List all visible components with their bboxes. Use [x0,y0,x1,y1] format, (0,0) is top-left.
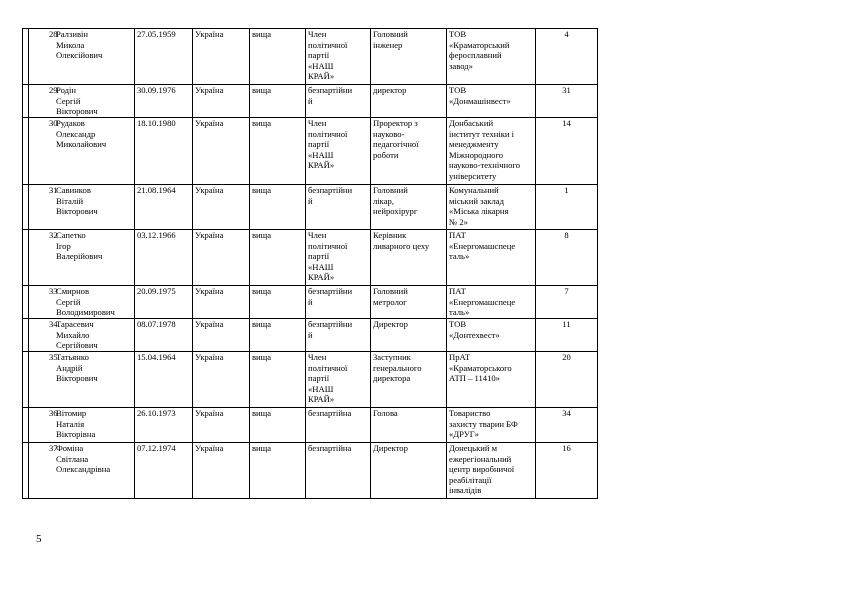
cell-position [371,85,447,118]
row-index: 28 [49,29,58,39]
cell-line: КРАЙ» [308,272,335,283]
cell-position [371,230,447,286]
cell-position [371,118,447,185]
cell-line: Член [308,118,327,128]
table-row [23,29,598,85]
cell-line: завод» [449,60,473,71]
cell-line: Директор [373,319,408,329]
cell-count: 8 [536,230,598,286]
cell-line: Член [308,29,327,39]
cell-position [371,286,447,319]
cell-workplace [447,185,536,230]
cell-line: «Енергомашспеце [449,240,516,251]
cell-line: політичної [308,39,348,50]
row-index: 34 [49,319,58,329]
table-row [23,185,598,230]
cell-line: політичної [308,362,348,373]
cell-line: інвалідів [449,485,482,496]
cell-birth-date: 08.07.1978 [135,319,193,352]
cell-line: безпартійни [308,286,353,296]
cell-party [306,286,371,319]
row-index: 30 [49,118,58,128]
cell-position [371,319,447,352]
cell-line: Проректор з [373,118,418,128]
cell-line: партії [308,139,330,150]
cell-workplace [447,443,536,499]
cell-line: Товариство [449,408,491,418]
cell-education: вища [250,286,306,319]
cell-line: ежерегіональний [449,453,512,464]
cell-line: Олександр [56,128,96,139]
cell-line: інженер [373,39,403,50]
cell-party [306,408,371,443]
cell-line: ПрАТ [449,352,471,362]
cell-workplace [447,29,536,85]
cell-line: й [308,329,313,340]
cell-birth-date: 15.04.1964 [135,352,193,408]
cell-party [306,118,371,185]
cell-line: ПАТ [449,286,466,296]
cell-line: «Краматорського [449,362,512,373]
cell-line: Головний [373,29,408,39]
cell-birth-date: 26.10.1973 [135,408,193,443]
cell-line: Світлана [56,453,89,464]
cell-line: генерального [373,362,422,373]
cell-line: й [308,296,313,307]
cell-line: «Донтехвест» [449,329,500,340]
cell-citizenship: Україна [193,408,250,443]
cell-line: Смирнов [56,286,90,296]
cell-count: 20 [536,352,598,408]
table-row [23,85,598,118]
cell-birth-date: 18.10.1980 [135,118,193,185]
cell-position [371,408,447,443]
table-row [23,443,598,499]
cell-line: феросплавний [449,50,502,61]
cell-line: метролог [373,296,407,307]
cell-line: Михайло [56,329,90,340]
cell-line: Вікторівна [56,429,96,440]
cell-education: вища [250,408,306,443]
cell-line: політичної [308,128,348,139]
cell-line: Міжнородного [449,149,504,160]
cell-line: Сергій [56,296,81,307]
cell-birth-date: 03.12.1966 [135,230,193,286]
cell-line: безпартійна [308,408,352,418]
cell-line: політичної [308,240,348,251]
cell-party [306,185,371,230]
cell-name [29,352,135,408]
cell-line: КРАЙ» [308,394,335,405]
cell-citizenship: Україна [193,185,250,230]
cell-line: інститут техніки і [449,128,515,139]
page-number: 5 [36,533,42,545]
cell-line: Донецький м [449,443,498,453]
cell-line: «Донмашінвест» [449,95,511,106]
cell-line: Сапетко [56,230,86,240]
cell-birth-date: 27.05.1959 [135,29,193,85]
cell-party [306,85,371,118]
cell-line: Тарасевич [56,319,94,329]
cell-workplace [447,230,536,286]
cell-line: «НАШ [308,149,334,160]
cell-line: науково- [373,128,405,139]
cell-line: Донбаський [449,118,494,128]
cell-line: таль» [449,307,470,318]
cell-line: Олександрівна [56,464,111,475]
cell-position [371,443,447,499]
cell-birth-date: 30.09.1976 [135,85,193,118]
cell-line: партії [308,50,330,61]
cell-line: ливарного цеху [373,240,430,251]
cell-line: Сергійович [56,340,98,351]
cell-citizenship: Україна [193,319,250,352]
cell-education: вища [250,352,306,408]
cell-line: Валерійович [56,251,103,262]
cell-line: АТП – 11410» [449,373,500,384]
cell-line: центр виробничої [449,464,515,475]
cell-education: вища [250,85,306,118]
cell-line: Вікторович [56,106,98,117]
cell-line: міський заклад [449,195,504,206]
table-body [23,29,598,499]
cell-line: Вікторович [56,206,98,217]
cell-line: роботи [373,149,399,160]
cell-line: «Міська лікарня [449,206,509,217]
cell-line: «Енергомашспеце [449,296,516,307]
cell-name [29,29,135,85]
cell-line: Олексійович [56,50,103,61]
cell-line: «Краматорський [449,39,510,50]
cell-line: таль» [449,251,470,262]
row-index: 35 [49,352,58,362]
cell-line: захисту тварин БФ [449,418,518,429]
cell-education: вища [250,230,306,286]
cell-line: Віталій [56,195,84,206]
cell-name [29,85,135,118]
table-row [23,118,598,185]
cell-party [306,443,371,499]
cell-line: Рудаков [56,118,85,128]
cell-line: Савинков [56,185,91,195]
row-index: 32 [49,230,58,240]
cell-count: 16 [536,443,598,499]
cell-line: Миколайович [56,139,107,150]
cell-line: «НАШ [308,60,334,71]
cell-line: директор [373,85,407,95]
cell-line: «НАШ [308,383,334,394]
cell-line: Ігор [56,240,71,251]
cell-line: безпартійна [308,443,352,453]
cell-line: безпартійни [308,319,353,329]
cell-line: Микола [56,39,85,50]
table-row [23,319,598,352]
cell-name [29,118,135,185]
cell-count: 1 [536,185,598,230]
cell-line: КРАЙ» [308,71,335,82]
cell-line: ТОВ [449,85,467,95]
cell-position [371,185,447,230]
cell-line: й [308,95,313,106]
cell-birth-date: 07.12.1974 [135,443,193,499]
cell-line: лікар, [373,195,394,206]
cell-line: Керівник [373,230,407,240]
cell-party [306,319,371,352]
cell-name [29,408,135,443]
cell-line: Заступник [373,352,411,362]
cell-line: Голова [373,408,398,418]
cell-position [371,29,447,85]
cell-citizenship: Україна [193,286,250,319]
cell-line: Член [308,352,327,362]
cell-name [29,319,135,352]
cell-workplace [447,118,536,185]
cell-line: безпартійни [308,85,353,95]
cell-education: вища [250,443,306,499]
cell-name [29,230,135,286]
cell-line: Вікторович [56,373,98,384]
row-index: 31 [49,185,58,195]
cell-line: Андрій [56,362,83,373]
cell-workplace [447,286,536,319]
cell-position [371,352,447,408]
row-index: 37 [49,443,58,453]
cell-count: 14 [536,118,598,185]
cell-line: університету [449,170,497,181]
row-index: 36 [49,408,58,418]
cell-name [29,286,135,319]
cell-line: Фоміна [56,443,84,453]
cell-line: педагогічної [373,139,419,150]
cell-line: Татьянко [56,352,89,362]
cell-count: 7 [536,286,598,319]
table-row [23,408,598,443]
cell-education: вища [250,118,306,185]
cell-citizenship: Україна [193,29,250,85]
cell-citizenship: Україна [193,230,250,286]
cell-workplace [447,352,536,408]
cell-line: «ДРУГ» [449,429,479,440]
cell-line: ТОВ [449,29,467,39]
cell-workplace [447,319,536,352]
cell-line: директора [373,373,411,384]
cell-line: безпартійни [308,185,353,195]
cell-education: вища [250,29,306,85]
cell-name [29,185,135,230]
cell-party [306,352,371,408]
cell-line: Член [308,230,327,240]
cell-line: Сергій [56,95,81,106]
cell-line: Володимирович [56,307,115,318]
cell-line: Родін [56,85,76,95]
cell-line: Головний [373,286,408,296]
cell-line: науково-технічного [449,160,521,171]
cell-line: нейрохірург [373,206,418,217]
cell-citizenship: Україна [193,443,250,499]
cell-line: КРАЙ» [308,160,335,171]
cell-line: й [308,195,313,206]
table-row [23,230,598,286]
cell-line: партії [308,373,330,384]
cell-name [29,443,135,499]
cell-birth-date: 21.08.1964 [135,185,193,230]
cell-line: № 2» [449,216,468,227]
cell-education: вища [250,185,306,230]
cell-line: Комунальний [449,185,499,195]
candidates-table [22,28,598,499]
cell-count: 31 [536,85,598,118]
cell-count: 34 [536,408,598,443]
table-row [23,286,598,319]
cell-line: реабілітації [449,474,492,485]
cell-count: 11 [536,319,598,352]
cell-line: ТОВ [449,319,467,329]
cell-citizenship: Україна [193,85,250,118]
cell-line: «НАШ [308,261,334,272]
cell-line: Вітомир [56,408,87,418]
cell-workplace [447,408,536,443]
cell-line: Наталія [56,418,85,429]
cell-party [306,29,371,85]
cell-citizenship: Україна [193,352,250,408]
cell-line: менеджменту [449,139,499,150]
cell-count: 4 [536,29,598,85]
cell-citizenship: Україна [193,118,250,185]
cell-party [306,230,371,286]
cell-line: Ралзивін [56,29,88,39]
cell-line: Головний [373,185,408,195]
cell-line: Директор [373,443,408,453]
row-index: 33 [49,286,58,296]
row-index: 29 [49,85,58,95]
cell-birth-date: 20.09.1975 [135,286,193,319]
cell-workplace [447,85,536,118]
cell-line: ПАТ [449,230,466,240]
cell-education: вища [250,319,306,352]
table-row [23,352,598,408]
cell-line: партії [308,251,330,262]
